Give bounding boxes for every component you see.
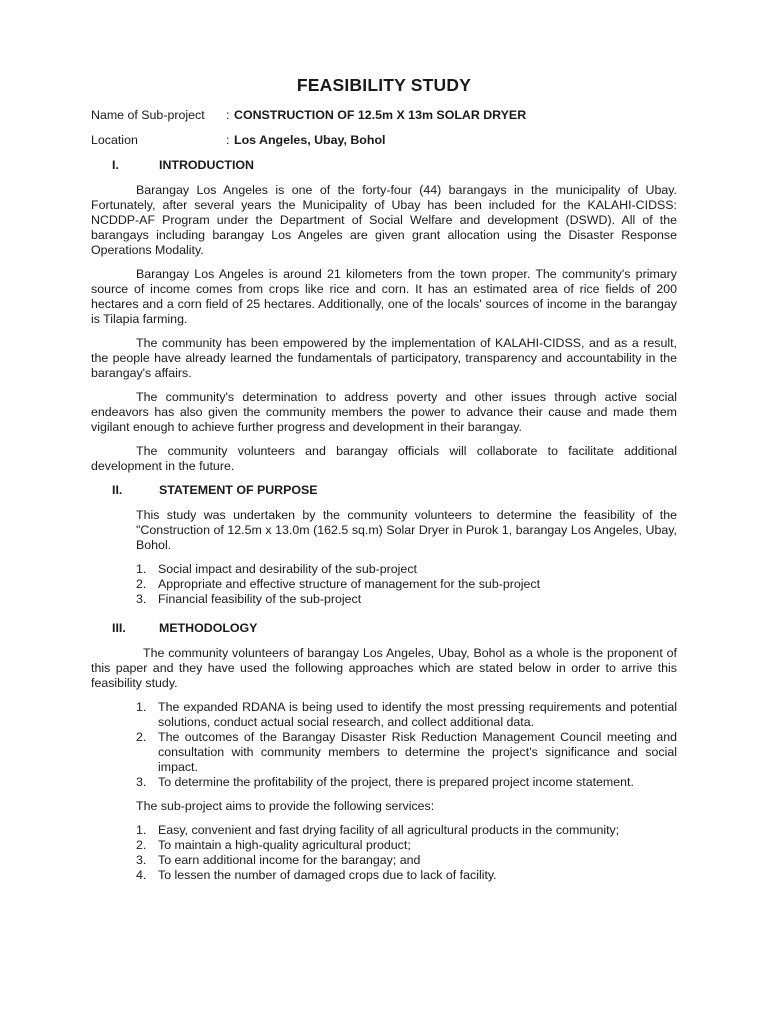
- list-text: To maintain a high-quality agricultural product;: [158, 838, 411, 852]
- colon: :: [226, 133, 230, 147]
- intro-paragraph-5: The community volunteers and barangay officials will collaborate to facilitate additional development in the future.: [91, 444, 677, 473]
- list-text: The expanded RDANA is being used to identify the most pressing requirements and potential solutions, conduct actual social research, and collect additional data.: [158, 700, 677, 729]
- document-body: [91, 74, 677, 892]
- subproject-label: Name of Sub-project: [91, 108, 205, 122]
- list-text: Social impact and desirability of the sub-project: [158, 562, 417, 576]
- list-item: [136, 592, 677, 607]
- list-number: 4.: [136, 868, 147, 882]
- section-number: III.: [112, 621, 126, 635]
- list-number: 3.: [136, 775, 147, 789]
- subproject-value: CONSTRUCTION OF 12.5m X 13m SOLAR DRYER: [234, 108, 527, 122]
- methodology-list: [136, 700, 677, 790]
- intro-paragraph-4: The community's determination to address poverty and other issues through active social endeavors has also given the community members the power to advance their cause and made them vigilant enough to achieve further progress and development in their barangay.: [91, 390, 677, 434]
- list-number: 1.: [136, 823, 147, 837]
- intro-paragraph-3: The community has been empowered by the implementation of KALAHI-CIDSS, and as a result, the people have already learned the fundamentals of participatory, transparency and accountability in the barangay's affairs.: [91, 336, 677, 380]
- purpose-list: [136, 562, 677, 607]
- list-text: Appropriate and effective structure of management for the sub-project: [158, 577, 541, 591]
- services-intro: The sub-project aims to provide the following services:: [136, 799, 435, 813]
- list-number: 1.: [136, 700, 147, 714]
- section-number: I.: [112, 158, 119, 172]
- document-title: FEASIBILITY STUDY: [296, 75, 472, 95]
- intro-paragraph-1: Barangay Los Angeles is one of the forty-four (44) barangays in the municipality of Ubay. Fortunately, after several years the Municipality of Ubay has been included for the KALAHI-CIDSS: NCDDP-AF Program under the Department of Social Welfare and development (DSWD). All of the barangays including barangay Los Angeles are given grant allocation using the Disaster Response Operations Modality.: [91, 183, 677, 257]
- location-label: Location: [91, 133, 138, 147]
- subproject-row: [91, 108, 677, 123]
- location-value: Los Angeles, Ubay, Bohol: [234, 133, 386, 147]
- list-item: [136, 775, 677, 790]
- section-heading-introduction: [91, 158, 677, 173]
- section-heading-purpose: [91, 483, 677, 498]
- section-title: STATEMENT OF PURPOSE: [159, 483, 318, 497]
- list-text: Easy, convenient and fast drying facility of all agricultural products in the community;: [158, 823, 620, 837]
- list-text: Financial feasibility of the sub-project: [158, 592, 362, 606]
- intro-paragraph-2: Barangay Los Angeles is around 21 kilometers from the town proper. The community's primary source of income comes from crops like rice and corn. It has an estimated area of rice fields of 200 hectares and a corn field of 25 hectares. Additionally, one of the locals' sources of income in the barangay is Tilapia farming.: [91, 267, 677, 326]
- location-row: [91, 133, 677, 148]
- list-number: 2.: [136, 577, 147, 591]
- section-title: INTRODUCTION: [159, 158, 254, 172]
- list-text: The outcomes of the Barangay Disaster Risk Reduction Management Council meeting and consultation with community members to determine the project's significance and social impact.: [158, 730, 677, 774]
- list-item: [136, 853, 677, 868]
- list-item: [136, 838, 677, 853]
- section-title: METHODOLOGY: [159, 621, 258, 635]
- list-item: [136, 823, 677, 838]
- methodology-paragraph: The community volunteers of barangay Los Angeles, Ubay, Bohol as a whole is the proponent of this paper and they have used the following approaches which are stated below in order to arrive this feasibility study.: [91, 646, 677, 690]
- list-number: 3.: [136, 592, 147, 606]
- list-number: 2.: [136, 730, 147, 744]
- purpose-paragraph: This study was undertaken by the community volunteers to determine the feasibility of the "Construction of 12.5m x 13.0m (162.5 sq.m) Solar Dryer in Purok 1, barangay Los Angeles, Ubay, Bohol.: [136, 508, 677, 552]
- section-heading-methodology: [91, 621, 677, 636]
- list-text: To determine the profitability of the project, there is prepared project income statement.: [158, 775, 634, 789]
- services-list: [136, 823, 677, 883]
- list-item: [136, 730, 677, 775]
- list-number: 3.: [136, 853, 147, 867]
- list-item: [136, 868, 677, 883]
- list-item: [136, 562, 677, 577]
- list-number: 1.: [136, 562, 147, 576]
- list-number: 2.: [136, 838, 147, 852]
- list-item: [136, 577, 677, 592]
- section-number: II.: [112, 483, 123, 497]
- list-text: To lessen the number of damaged crops due to lack of facility.: [158, 868, 497, 882]
- list-item: [136, 700, 677, 730]
- list-text: To earn additional income for the barangay; and: [158, 853, 421, 867]
- colon: :: [226, 108, 230, 122]
